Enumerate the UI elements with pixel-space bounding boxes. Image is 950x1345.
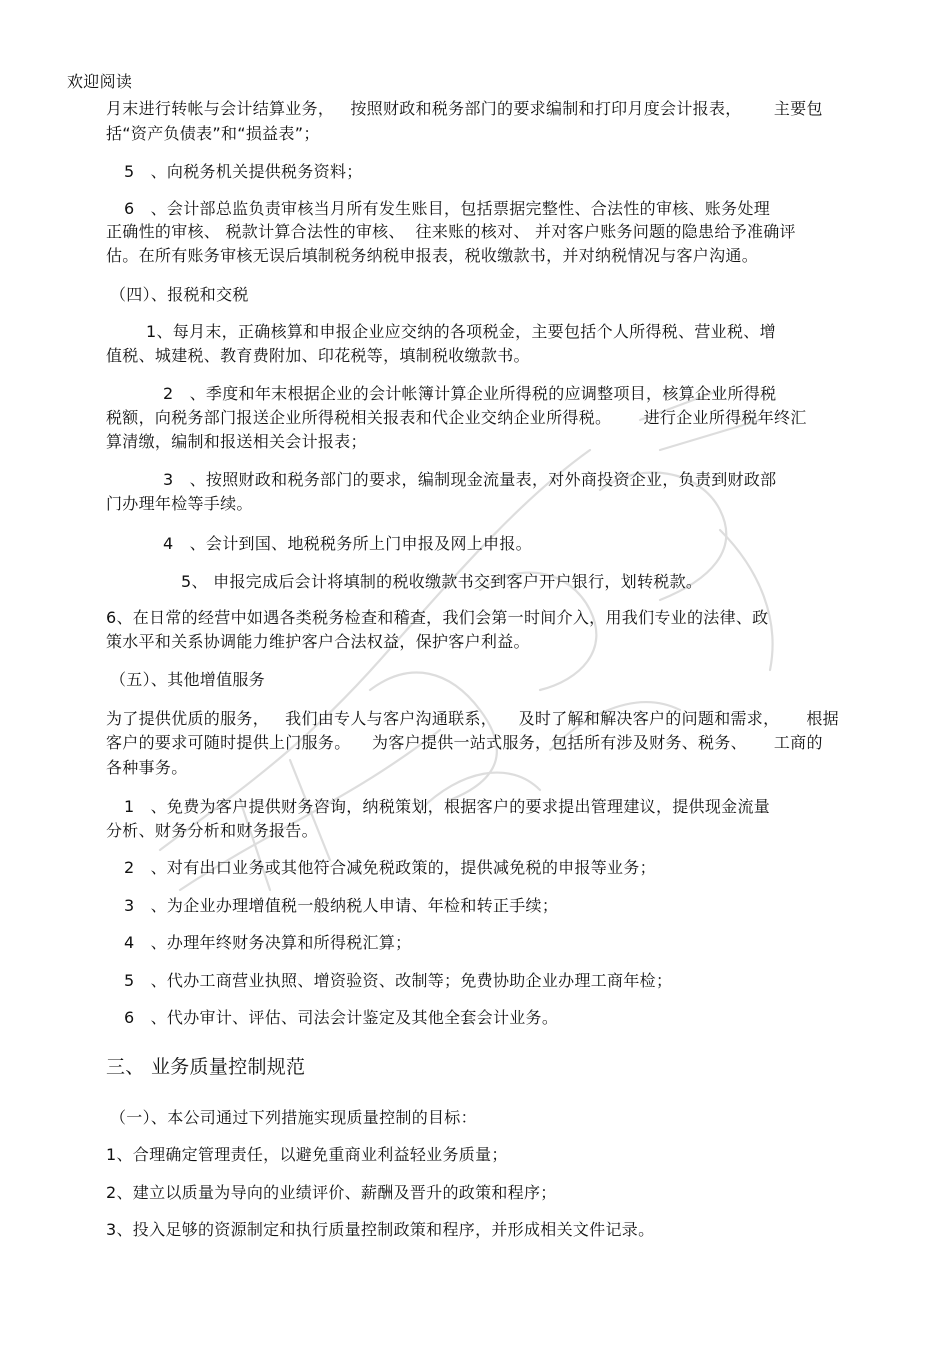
list-item: 2、建立以质量为导向的业绩评价、薪酬及晋升的政策和程序； (106, 1183, 557, 1202)
paragraph-line: 正确性的审核、 税款计算合法性的审核、 往来账的核对、 并对客户账务问题的隐患给予准确评 (106, 222, 796, 241)
paragraph-line: 估。在所有账务审核无误后填制税务纳税申报表，税收缴款书，并对纳税情况与客户沟通。 (106, 246, 759, 265)
list-item: 5 、代办工商营业执照、增资验资、改制等；免费协助企业办理工商年检； (124, 971, 673, 990)
paragraph-line: 策水平和关系协调能力维护客户合法权益，保护客户利益。 (106, 632, 530, 651)
list-item: 3、投入足够的资源制定和执行质量控制政策和程序，并形成相关文件记录。 (106, 1220, 655, 1239)
list-item: 1 、免费为客户提供财务咨询，纳税策划，根据客户的要求提出管理建议，提供现金流量 (124, 797, 771, 816)
paragraph-line: 算清缴，编制和报送相关会计报表； (106, 432, 367, 451)
list-item: 1、合理确定管理责任，以避免重商业利益轻业务质量； (106, 1145, 508, 1164)
paragraph-line: 各种事务。 (106, 758, 188, 777)
paragraph-line: 客户的要求可随时提供上门服务。 为客户提供一站式服务，包括所有涉及财务、税务、 工商的 (106, 733, 823, 752)
paragraph-line: 月末进行转帐与会计结算业务， 按照财政和税务部门的要求编制和打印月度会计报表， 主要包 (106, 99, 823, 118)
list-item: 2 、季度和年末根据企业的会计帐簿计算企业所得税的应调整项目，核算企业所得税 (163, 384, 777, 403)
paragraph-line: 括“资产负债表”和“损益表”； (106, 124, 320, 143)
list-item: 6 、代办审计、评估、司法会计鉴定及其他全套会计业务。 (124, 1008, 559, 1027)
paragraph-line: 值税、城建税、教育费附加、印花税等，填制税收缴款书。 (106, 346, 530, 365)
header-welcome-text: 欢迎阅读 (67, 72, 133, 91)
list-item: 4 、办理年终财务决算和所得税汇算； (124, 933, 412, 952)
list-item: 6 、会计部总监负责审核当月所有发生账目，包括票据完整性、合法性的审核、账务处理 (124, 199, 771, 218)
list-item: 1、每月末，正确核算和申报企业应交纳的各项税金，主要包括个人所得税、营业税、增 (146, 322, 776, 341)
paragraph-line: 6、在日常的经营中如遇各类税务检查和稽查，我们会第一时间介入，用我们专业的法律、政 (106, 608, 769, 627)
list-item: 2 、对有出口业务或其他符合减免税政策的，提供减免税的申报等业务； (124, 858, 656, 877)
list-item: 3 、为企业办理增值税一般纳税人申请、年检和转正手续； (124, 896, 559, 915)
paragraph-line: 为了提供优质的服务， 我们由专人与客户沟通联系， 及时了解和解决客户的问题和需求， 根据 (106, 709, 839, 728)
paragraph-line: 分析、财务分析和财务报告。 (106, 821, 318, 840)
section-heading: （五）、其他增值服务 (110, 670, 266, 689)
chapter-heading: 三、 业务质量控制规范 (106, 1056, 306, 1078)
section-heading: （一）、本公司通过下列措施实现质量控制的目标： (110, 1108, 477, 1127)
paragraph-line: 税额，向税务部门报送企业所得税相关报表和代企业交纳企业所得税。 进行企业所得税年终汇 (106, 408, 807, 427)
list-item: 4 、会计到国、地税税务所上门申报及网上申报。 (163, 534, 532, 553)
paragraph-line: 门办理年检等手续。 (106, 494, 253, 513)
section-heading: （四）、报税和交税 (110, 285, 249, 304)
list-item: 3 、按照财政和税务部门的要求，编制现金流量表，对外商投资企业，负责到财政部 (163, 470, 777, 489)
list-item: 5、 申报完成后会计将填制的税收缴款书交到客户开户银行，划转税款。 (181, 572, 703, 591)
list-item: 5 、向税务机关提供税务资料； (124, 162, 363, 181)
